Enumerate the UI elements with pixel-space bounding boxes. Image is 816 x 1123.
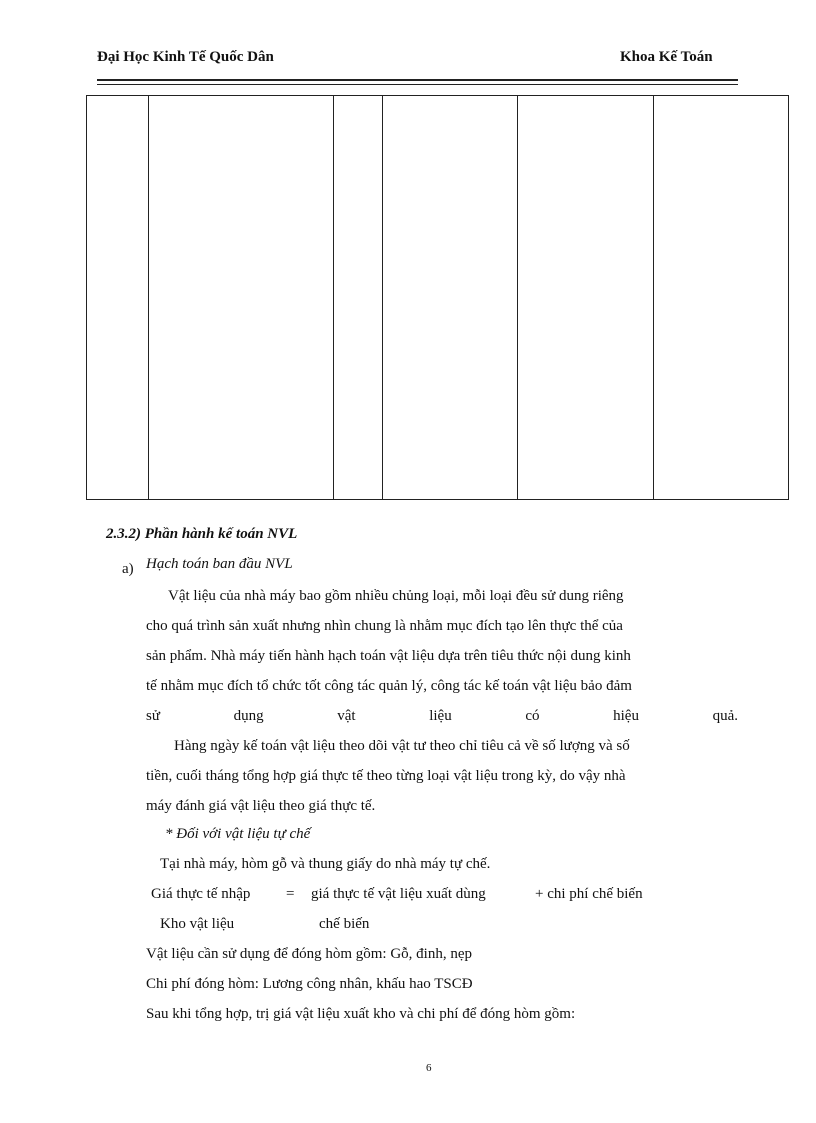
header-faculty: Khoa Kế Toán	[620, 49, 713, 65]
paragraph-line: cho quá trình sản xuất nhưng nhìn chung là nhằm mục đích tạo lên thực thể của	[146, 618, 623, 634]
section-title: 2.3.2) Phần hành kế toán NVL	[106, 526, 298, 542]
paragraph-line: tiền, cuối tháng tổng hợp giá thực tế theo từng loại vật liệu trong kỳ, do vậy nhà	[146, 768, 626, 784]
empty-table	[86, 95, 789, 500]
table-column-divider	[148, 96, 149, 499]
table-column-divider	[517, 96, 518, 499]
formula-middle: giá thực tế vật liệu xuất dùng	[311, 886, 486, 902]
formula-left-second-line: Kho vật liệu	[160, 916, 235, 932]
paragraph-line: Vật liệu của nhà máy bao gồm nhiều chủng loại, mỗi loại đều sử dung riêng	[168, 588, 624, 604]
subsection-title: Hạch toán ban đầu NVL	[146, 556, 293, 572]
header-school: Đại Học Kinh Tế Quốc Dân	[97, 49, 274, 65]
header-rule-thick	[97, 79, 738, 81]
paragraph-line: sử dụng vật liệu có hiệu quả.	[146, 708, 738, 724]
formula-right: + chi phí chế biến	[535, 886, 643, 902]
table-column-divider	[382, 96, 383, 499]
table-column-divider	[653, 96, 654, 499]
summary-line: Sau khi tổng hợp, trị giá vật liệu xuất kho và chi phí để đóng hòm gồm:	[146, 1006, 576, 1022]
paragraph-line: máy đánh giá vật liệu theo giá thực tế.	[146, 798, 376, 814]
self-made-intro: Tại nhà máy, hòm gỗ và thung giấy do nhà máy tự chế.	[160, 856, 491, 872]
formula-left: Giá thực tế nhập	[151, 886, 251, 902]
formula-middle-second-line: chế biến	[319, 916, 370, 932]
paragraph-line: Hàng ngày kế toán vật liệu theo dõi vật tư theo chỉ tiêu cả về số lượng và số	[174, 738, 630, 754]
page-number: 6	[426, 1062, 432, 1074]
subsection-marker: a)	[122, 561, 134, 577]
paragraph-daily	[146, 731, 738, 821]
cost-line: Chi phí đóng hòm: Lương công nhân, khấu hao TSCĐ	[146, 976, 473, 992]
paragraph-materials	[146, 581, 738, 731]
paragraph-line: sản phẩm. Nhà máy tiến hành hạch toán vật liệu dựa trên tiêu thức nội dung kinh	[146, 648, 631, 664]
formula-equals: =	[286, 886, 295, 902]
materials-list-line: Vật liệu cần sử dụng để đóng hòm gồm: Gỗ, đinh, nẹp	[146, 946, 473, 962]
header-rule-thin	[97, 84, 738, 85]
paragraph-line: tế nhằm mục đích tổ chức tốt công tác quản lý, công tác kế toán vật liệu bảo đảm	[146, 678, 632, 694]
table-column-divider	[333, 96, 334, 499]
self-made-heading: * Đối với vật liệu tự chế	[165, 826, 311, 842]
